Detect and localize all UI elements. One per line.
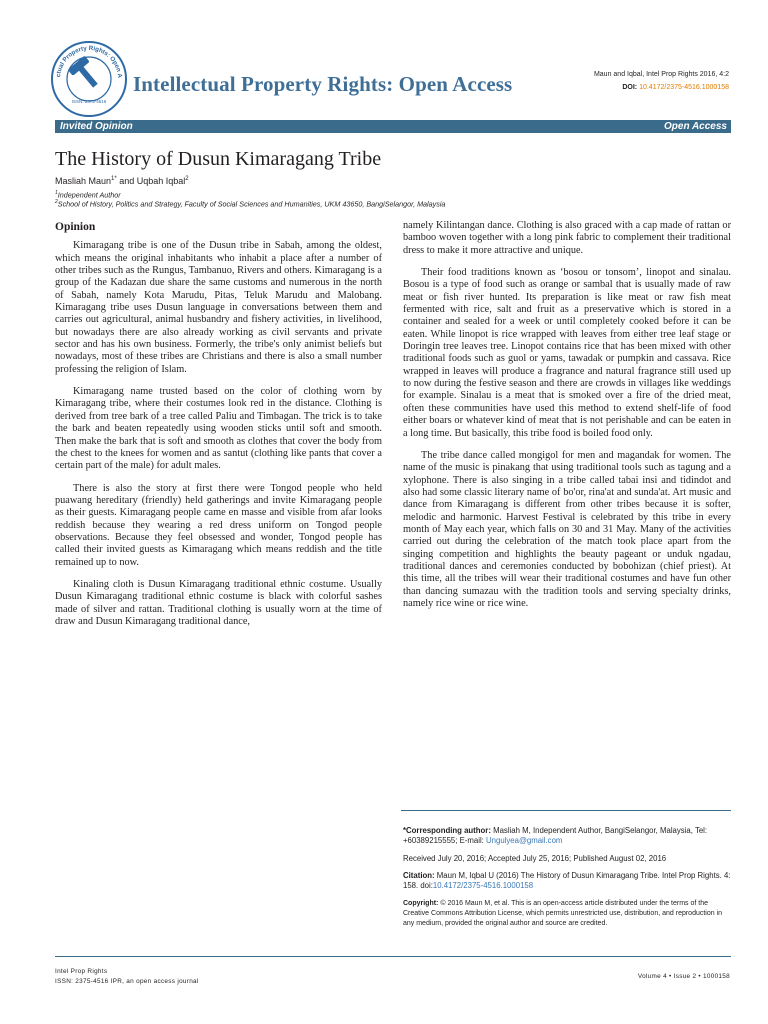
article-type-label: Invited Opinion (60, 121, 133, 132)
corresponding-author-note (403, 826, 731, 846)
citation-line: Maun and Iqbal, Intel Prop Rights 2016, 4:2 (593, 71, 729, 78)
corr-text: Masliah M, Independent Author, BangiSelangor, Malaysia, Tel: +60389215555; E-mail: (403, 826, 708, 846)
author-2-sup: 2 (185, 176, 189, 182)
citation-doi-link[interactable]: 10.4172/2375-4516.1000158 (432, 881, 534, 891)
corr-label: *Corresponding author: (403, 826, 491, 835)
author-1: Masliah Maun (55, 176, 112, 186)
paragraph: The tribe dance called mongigol for men and magandak for women. The name of the music is pinakang that using traditional tools such as tagung and a xylophone. There is also singing in a tribe called tabai insi and tidindot and also had some classic literary name of bo'or, rina'at and sunda'at. Art music and dance from Kimaragang is different from other tribes because it is softer, melodic and harmonic. Harvest Festival is celebrated by this tribe in every month of May each year, which falls on 30 and 31 May. Many of the activities carried out during the celebration of the match took place apart from the singing competition and highlights the beauty pageant or unduk ngadau, traditional dances and ceremonies conducted by bobohizan (chief priest). At this time, all the tribes will wear their traditional costumes and have fun other than dancing sumazau with the tradition tools and serving specialty drinks, namely rice wine or rice wine. (403, 449, 731, 609)
footer-volume: Volume 4 • Issue 2 • 1000158 (637, 973, 730, 980)
paragraph: Kimaragang tribe is one of the Dusun tribe in Sabah, among the oldest, which means the original inhabitants who inhabit a place after a number of other tribes such as the Rungus, Tambanuo, Rivers and others. Kimaragang is a group of the Kadazan due share the same customs and numerous in the north of Sabah, namely Kota Marudu, Pitas, Teluk Marudu and Malobang. Kimaragang tribe uses Dusun language in conversations between them and carries out agricultural, animal husbandry and fishery activities, in livelihood, but nowadays there are also already working as civil servants and private sector and has his own business. Formerly, the tribe's only animist beliefs but nowadays, most of these tribes are Christians and there is also a small number professing the religion of Islam. (55, 240, 382, 375)
doi-link[interactable]: 10.4172/2375-4516.1000158 (639, 84, 729, 91)
paragraph: Their food traditions known as ‘bosou or tonsom’, linopot and sinalau. Bosou is a type of food such as orange or sambal that is usually made of raw meat or fish river hunted. Its preparation is like meat or raw fish meat fermented with rice, salt and fruit as a preservative which is stored in a container and sealed for a week or until completely cooked before it can be eaten. While linopot is rice wrapped with leaves from either tree leaf stage or Doringin tree leaves tree. Linopot contains rice that has been mixed with other traditional foods such as guol or yams, tawadak or pumpkin and cassava. Rice wrapped in leaves will produce a fragrance and natural fragrance still used up to now during the festive season and there are crowds in villages like weddings for example. Sinalau is a meat that is smoked over a fire of the dried meat, often these communities have used this method to extend shelf-life of food either boars or whatever kind of meat that is not perishable and can be eaten in a long time. But basically, this tribe food is boiled food only. (403, 267, 731, 439)
affiliation-1 (55, 190, 121, 199)
copyright-note (403, 899, 731, 929)
citation-text: Maun M, Iqbal U (2016) The History of Dusun Kimaragang Tribe. Intel Prop Rights. 4: 158. doi: (403, 871, 731, 891)
paragraph: namely Kilintangan dance. Clothing is also graced with a cap made of rattan or bamboo woven together with a long pink fabric to complement their traditional dress to make it more attractive and unique. (403, 220, 731, 256)
right-column (403, 220, 731, 620)
citation-label: Citation: (403, 871, 435, 880)
left-column (55, 221, 382, 638)
corr-email-link[interactable]: Ungulyea@gmail.com (486, 836, 563, 846)
footer-left (55, 967, 199, 987)
article-type-bar (55, 120, 731, 133)
aff1-sup: 1 (55, 190, 58, 196)
section-heading: Opinion (55, 221, 96, 233)
author-2: and Uqbah Iqbal (116, 176, 186, 186)
article-title: The History of Dusun Kimaragang Tribe (55, 148, 382, 170)
authors (55, 176, 189, 186)
footer-issn: ISSN: 2375-4516 IPR, an open access journal (55, 978, 199, 985)
aff1-text: Independent Author (57, 190, 121, 200)
citation-note (403, 871, 731, 891)
affiliation-2 (55, 199, 445, 208)
paragraph: There is also the story at first there were Tongod people who held puawang hereditary (friendly) held gatherings and invite Kimaragang people as their guests. Kimaragang people came en masse and visible from afar looks reddish because they wearing a red dress uniform on Tongod people observations. Because they feel obsessed and wonder, Tongod people has called their invited guests as Kimaragang which means reddish and the title remained up to now. (55, 482, 382, 568)
citation-header (594, 68, 729, 94)
paragraph: Kinaling cloth is Dusun Kimaragang traditional ethnic costume. Usually Dusun Kimaragang traditional ethnic costume is black with colorful sashes made of silver and rattan. Traditional clothing is usually worn at the time of draw and Dusun Kimaragang traditional dance, (55, 578, 382, 627)
aff2-text: School of History, Politics and Strategy, Faculty of Social Sciences and Humanities, UKM 43650, BangiSelangor, Malaysia (57, 199, 446, 209)
copyright-text: © 2016 Maun M, et al. This is an open-access article distributed under the terms of the Creative Commons Attribution License, which permits unrestricted use, distribution, and reproduction in any medium, provided the original author and source are credited. (403, 900, 723, 927)
author-1-sup: 1* (111, 176, 117, 182)
aff2-sup: 2 (55, 199, 58, 205)
footnote-divider (401, 810, 731, 811)
journal-title: Intellectual Property Rights: Open Access (133, 72, 513, 96)
copyright-label: Copyright: (403, 900, 439, 907)
logo-issn: ISSN: 2375-4516 (71, 99, 107, 104)
footer-divider (55, 956, 731, 957)
received-dates: Received July 20, 2016; Accepted July 25, 2016; Published August 02, 2016 (403, 854, 667, 863)
journal-logo (50, 40, 128, 118)
logo-arc-text: ctual Property Rights: Open A (55, 44, 124, 79)
footer-journal: Intel Prop Rights (55, 968, 108, 975)
paragraph: Kimaragang name trusted based on the color of clothing worn by Kimaragang tribe, where their costumes look red in the distance. Clothing is derived from tree bark of a tree called Paliu and Timbagan. The trick is to take the bark and beaten repeatedly using wooden sticks until soft and smooth. Then make the bark that is soft and smooth as clothes that cover the body from the chest to the knees for women and as santut (clothing like pants that cover a certain part of the male) for adult males. (55, 386, 382, 472)
doi-label: DOI: (622, 84, 638, 91)
open-access-label: Open Access (664, 121, 727, 132)
